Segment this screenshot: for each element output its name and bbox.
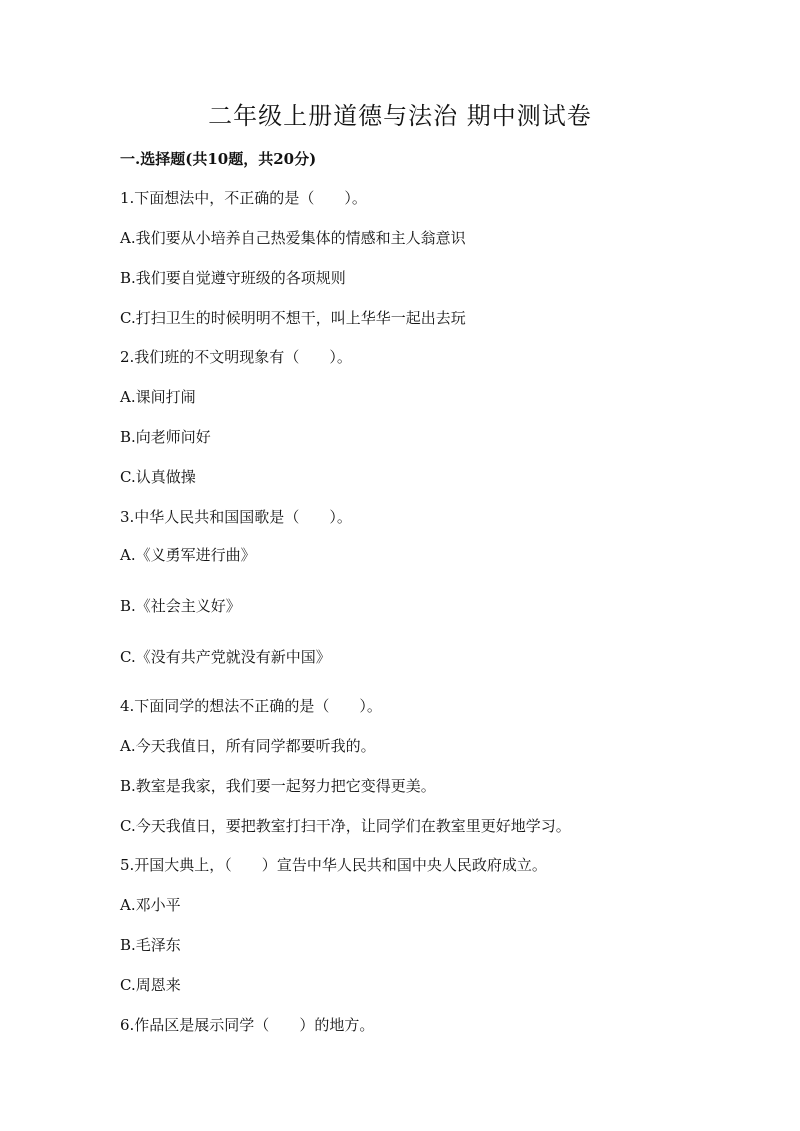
question-1-option-a: A.我们要从小培养自己热爱集体的情感和主人翁意识 (120, 229, 466, 247)
question-3-option-b: B.《社会主义好》 (120, 597, 241, 615)
question-5-option-c: C.周恩来 (120, 976, 181, 994)
question-6-stem: 6.作品区是展示同学（ ）的地方。 (120, 1016, 375, 1034)
question-5-option-b: B.毛泽东 (120, 936, 181, 954)
question-3-option-c: C.《没有共产党就没有新中国》 (120, 648, 331, 666)
question-2-stem: 2.我们班的不文明现象有（ ）。 (120, 348, 352, 366)
section-heading: 一.选择题(共10题，共20分) (120, 150, 317, 168)
question-2-option-c: C.认真做操 (120, 468, 196, 486)
page-title: 二年级上册道德与法治 期中测试卷 (208, 102, 592, 130)
question-3-option-a: A.《义勇军进行曲》 (120, 546, 256, 564)
question-2-option-b: B.向老师问好 (120, 428, 211, 446)
question-4-option-a: A.今天我值日，所有同学都要听我的。 (120, 737, 376, 755)
question-4-stem: 4.下面同学的想法不正确的是（ ）。 (120, 697, 382, 715)
question-4-option-b: B.教室是我家，我们要一起努力把它变得更美。 (120, 777, 436, 795)
question-1-stem: 1.下面想法中，不正确的是（ ）。 (120, 189, 367, 207)
question-4-option-c: C.今天我值日，要把教室打扫干净，让同学们在教室里更好地学习。 (120, 817, 571, 835)
question-1-option-b: B.我们要自觉遵守班级的各项规则 (120, 269, 346, 287)
question-5-stem: 5.开国大典上，（ ）宣告中华人民共和国中央人民政府成立。 (120, 856, 547, 874)
question-5-option-a: A.邓小平 (120, 896, 181, 914)
question-2-option-a: A.课间打闹 (120, 388, 196, 406)
question-3-stem: 3.中华人民共和国国歌是（ ）。 (120, 508, 352, 526)
question-1-option-c: C.打扫卫生的时候明明不想干，叫上华华一起出去玩 (120, 309, 466, 327)
